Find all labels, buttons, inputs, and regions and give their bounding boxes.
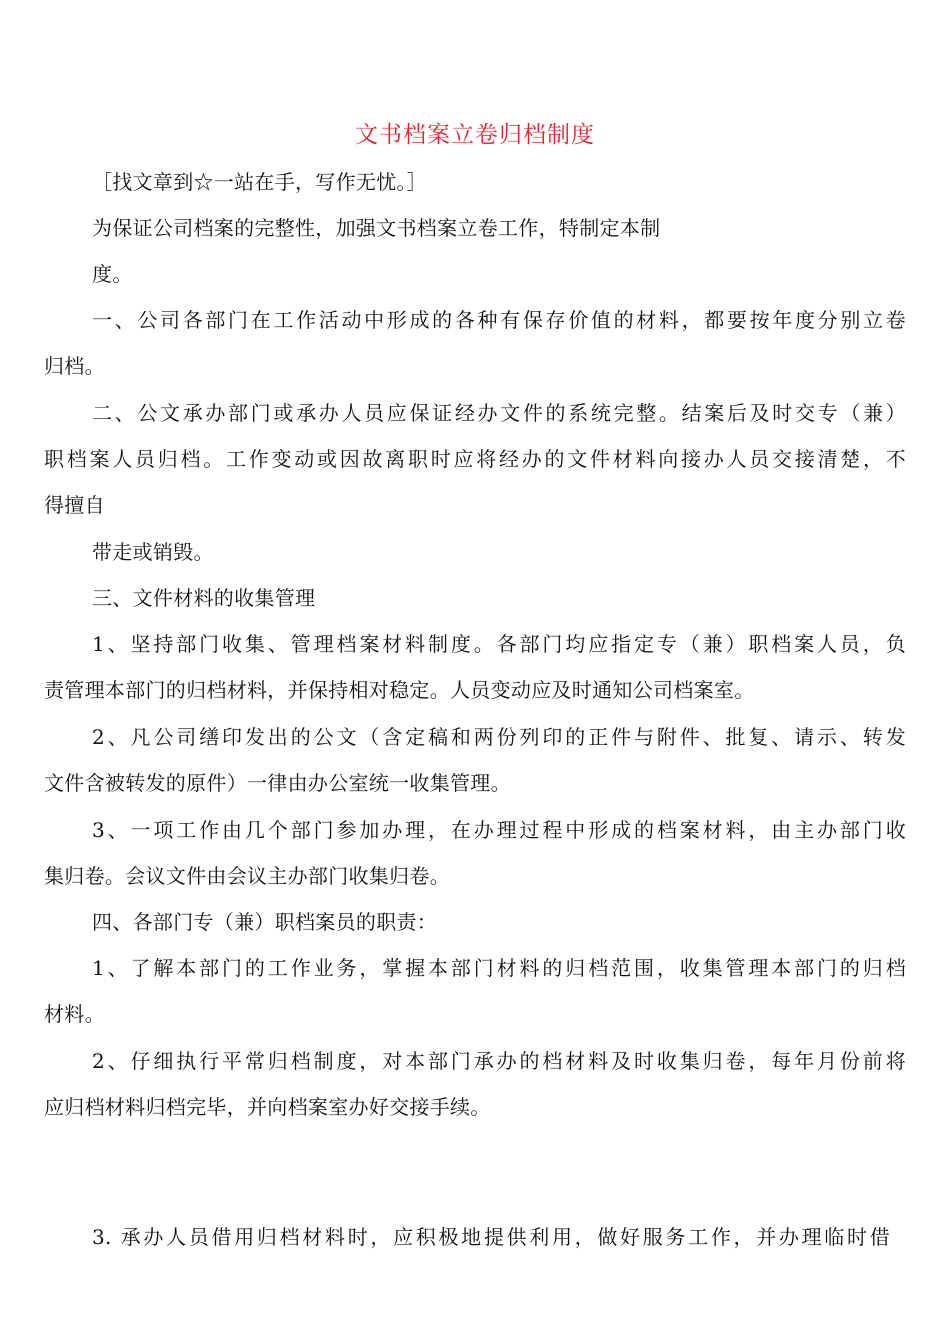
item-4-1-line-2: 材料。 (44, 1002, 105, 1026)
intro-line-1: 为保证公司档案的完整性，加强文书档案立卷工作，特制定本制 (92, 216, 661, 240)
item-4-3-line-1: 3. 承办人员借用归档材料时，应积极地提供利用，做好服务工作，并办理临时借 (92, 1225, 890, 1249)
item-3-2-line-1: 2、凡公司缮印发出的公文（含定稿和两份列印的正件与附件、批复、请示、转发 (92, 725, 906, 749)
item-3-2-line-2: 文件含被转发的原件）一律由办公室统一收集管理。 (44, 771, 511, 795)
item-3-1-line-2: 责管理本部门的归档材料，并保持相对稳定。人员变动应及时通知公司档案室。 (44, 678, 755, 702)
item-3-1-line-1: 1、坚持部门收集、管理档案材料制度。各部门均应指定专（兼）职档案人员，负 (92, 632, 906, 656)
section-3-heading: 三、文件材料的收集管理 (92, 586, 316, 610)
intro-line-2: 度。 (92, 262, 133, 286)
item-4-1-line-1: 1、了解本部门的工作业务，掌握本部门材料的归档范围，收集管理本部门的归档 (92, 956, 906, 980)
item-3-3-line-2: 集归卷。会议文件由会议主办部门收集归卷。 (44, 864, 450, 888)
section-2-line-4: 带走或销毁。 (92, 540, 214, 564)
item-3-3-line-1: 3、一项工作由几个部门参加办理，在办理过程中形成的档案材料，由主办部门收 (92, 818, 906, 842)
section-2-line-3: 得擅自 (44, 493, 105, 517)
section-1-line-1: 一、公司各部门在工作活动中形成的各种有保存价值的材料，都要按年度分别立卷 (92, 308, 906, 332)
item-4-2-line-2: 应归档材料归档完毕，并向档案室办好交接手续。 (44, 1095, 491, 1119)
section-2-line-2: 职档案人员归档。工作变动或因故离职时应将经办的文件材料向接办人员交接清楚，不 (44, 447, 906, 471)
document-title: 文书档案立卷归档制度 (355, 122, 595, 148)
item-4-2-line-1: 2、仔细执行平常归档制度，对本部门承办的档材料及时收集归卷，每年月份前将 (92, 1049, 906, 1073)
section-2-line-1: 二、公文承办部门或承办人员应保证经办文件的系统完整。结案后及时交专（兼） (92, 401, 906, 425)
slogan-line: ［找文章到☆一站在手，写作无忧。］ (92, 170, 428, 194)
section-1-line-2: 归档。 (44, 354, 105, 378)
section-4-heading: 四、各部门专（兼）职档案员的职责： (92, 910, 438, 934)
